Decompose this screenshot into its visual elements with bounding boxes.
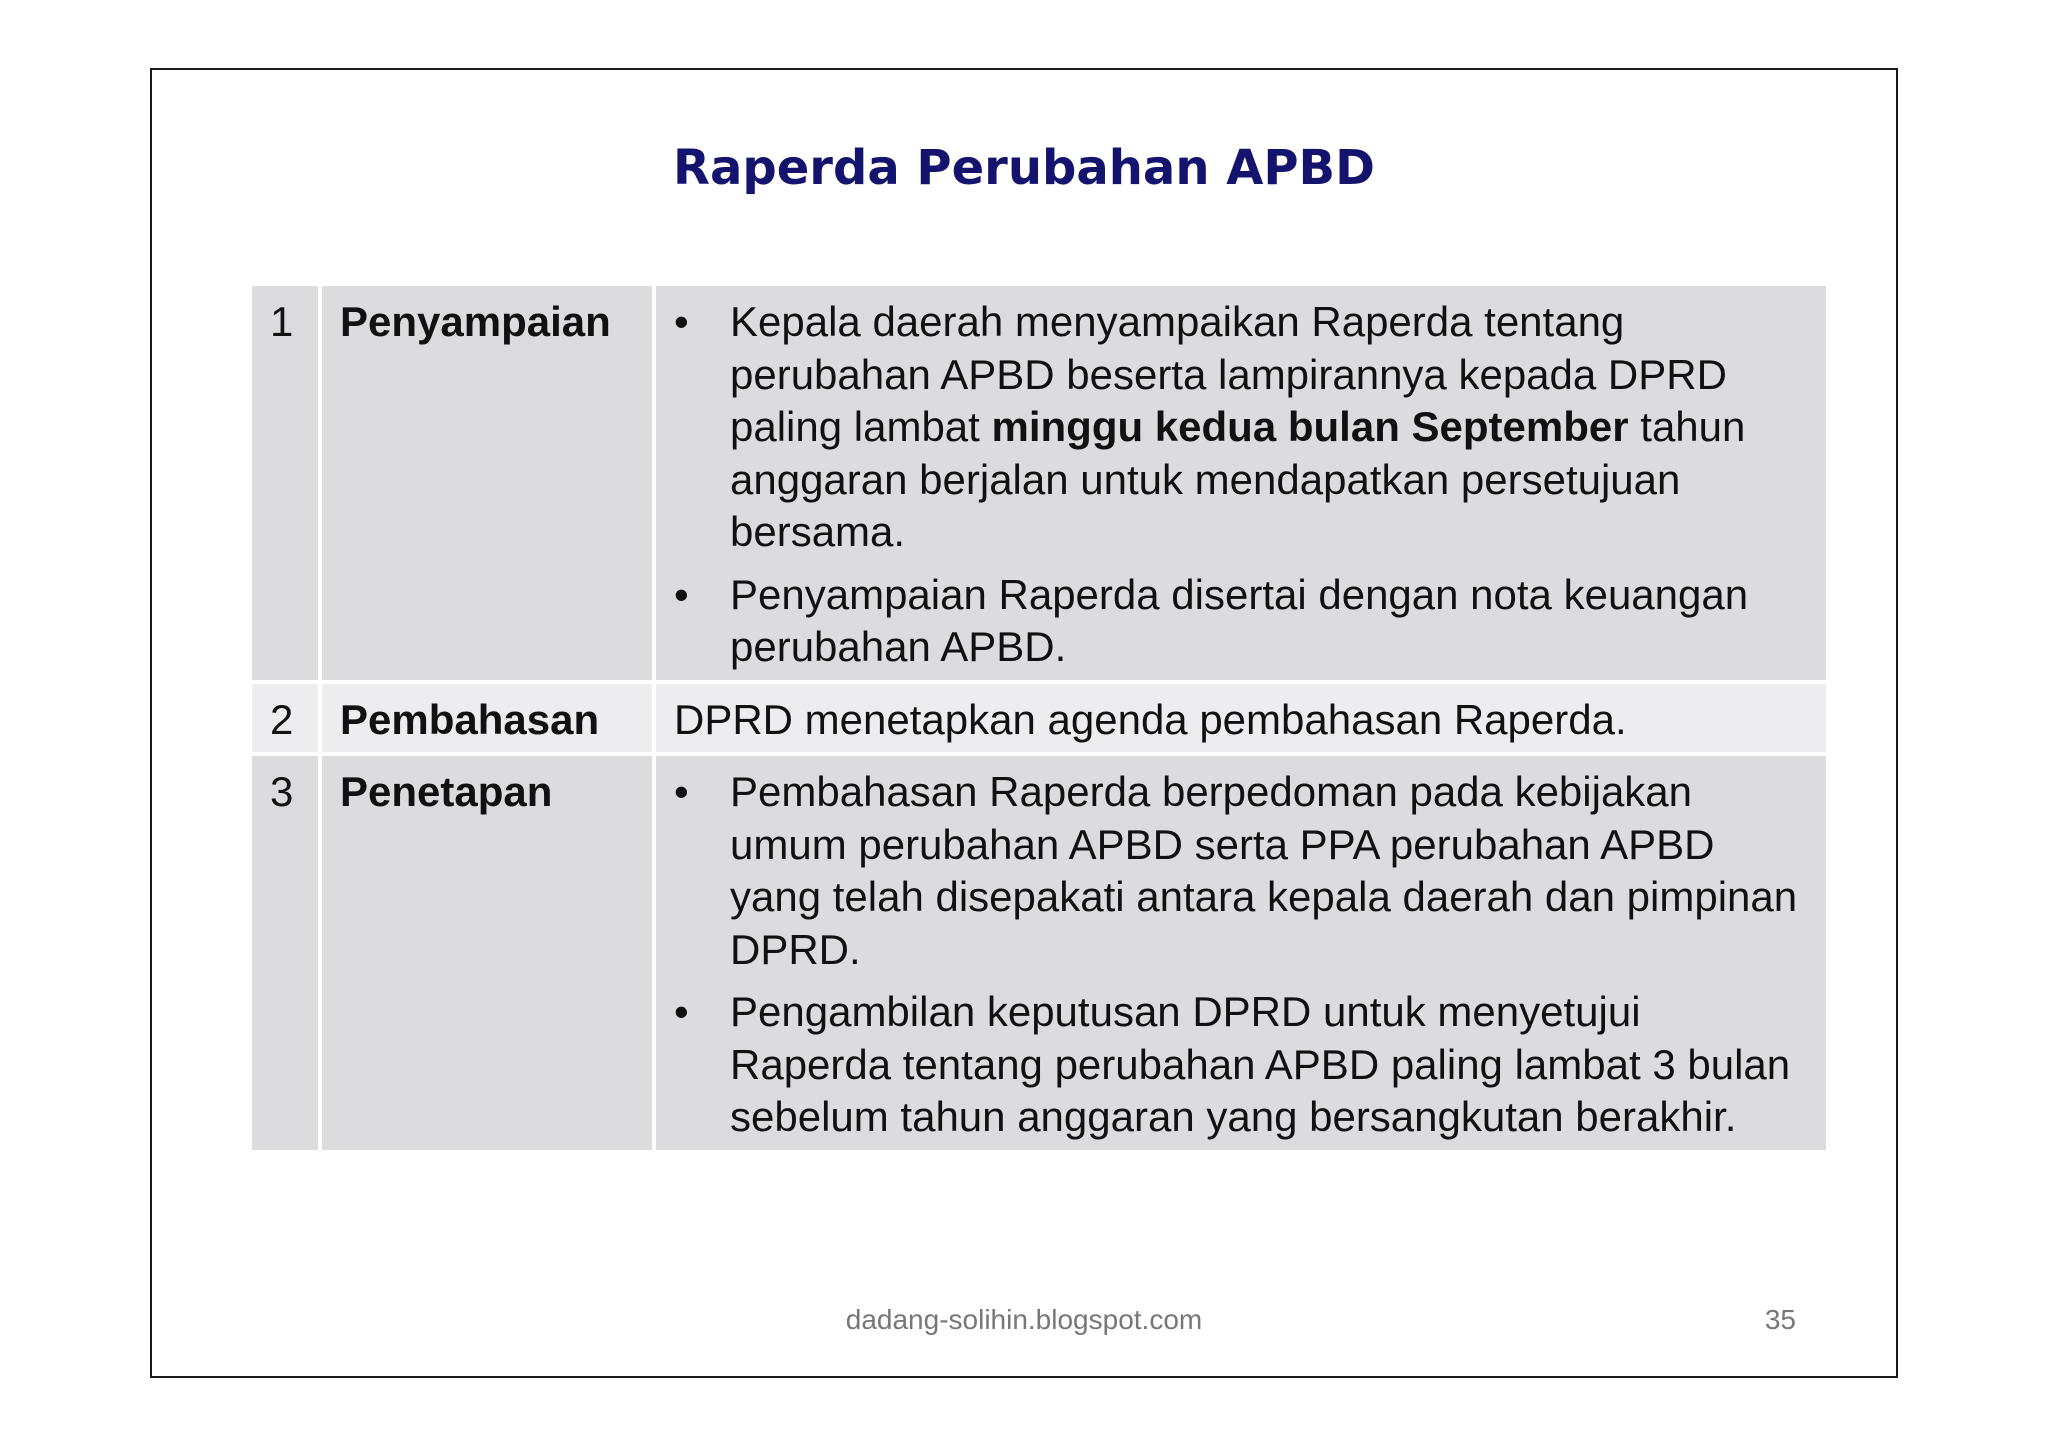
list-item (674, 986, 1808, 1144)
step-description (656, 286, 1826, 680)
list-item (674, 296, 1808, 559)
step-number: 1 (252, 286, 322, 680)
text-segment: Kepala daerah menyampaikan Raperda tentang perubahan APBD beserta lampirannya kepada DPRD paling lambat (730, 298, 1727, 450)
list-item (674, 569, 1808, 674)
table-row (252, 680, 1826, 753)
footer-source: dadang-solihin.blogspot.com (845, 1304, 1203, 1335)
table-row (252, 752, 1826, 1150)
description-text: DPRD menetapkan agenda pembahasan Raperda. (674, 695, 1627, 743)
step-description (656, 680, 1826, 753)
step-number: 3 (252, 752, 322, 1150)
step-stage: Penyampaian (322, 286, 656, 680)
step-description (656, 752, 1826, 1150)
bullet-text: Penyampaian Raperda disertai dengan nota keuangan perubahan APBD. (730, 570, 1749, 670)
step-stage: Penetapan (322, 752, 656, 1150)
list-item (674, 766, 1808, 976)
bullet-text: Pengambilan keputusan DPRD untuk menyetujui Raperda tentang perubahan APBD paling lambat 3 bulan sebelum tahun anggaran yang bersangkutan berakhir. (730, 988, 1791, 1140)
step-stage: Pembahasan (322, 680, 656, 753)
bullet-icon: • (674, 988, 689, 1035)
bullet-text (730, 298, 1745, 555)
step-number: 2 (252, 680, 322, 753)
page-number: 35 (1764, 1304, 1796, 1335)
text-segment: tahun anggaran berjalan untuk mendapatkan persetujuan bersama. (730, 403, 1746, 555)
bullet-text: Pembahasan Raperda berpedoman pada kebijakan umum perubahan APBD serta PPA perubahan APBD yang telah disepakati antara kepala daerah dan pimpinan DPRD. (730, 768, 1798, 973)
bullet-icon: • (674, 298, 689, 345)
bullet-list (674, 766, 1808, 1144)
emphasis-text: minggu kedua bulan September (991, 403, 1629, 450)
bullet-icon: • (674, 570, 689, 618)
slide-title: Raperda Perubahan APBD (673, 140, 1375, 196)
table-row (252, 286, 1826, 680)
steps-table (252, 286, 1826, 1150)
bullet-icon: • (674, 768, 689, 815)
bullet-list (674, 296, 1808, 674)
